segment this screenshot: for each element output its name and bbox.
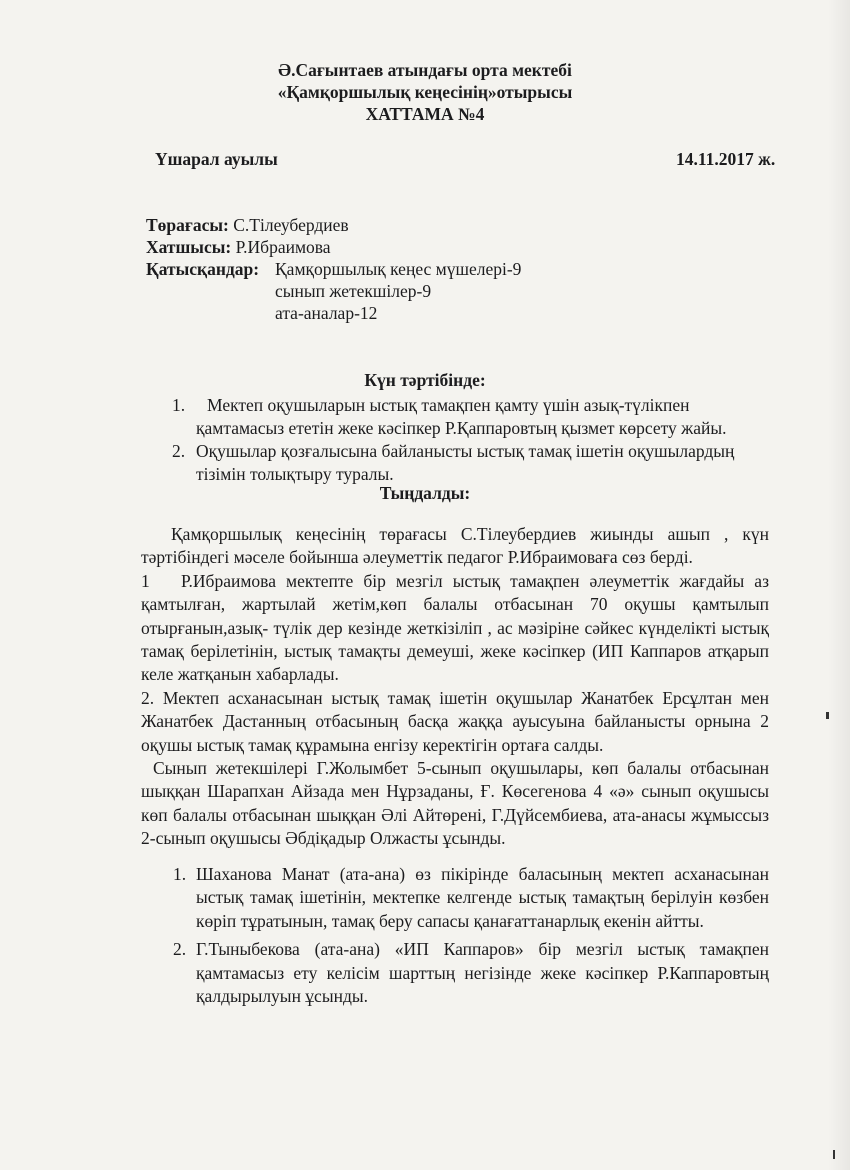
comment-item — [173, 938, 769, 1008]
agenda-title: Күн тәртібінде: — [364, 370, 486, 390]
agenda-item-text: тізімін толықтыру туралы. — [196, 464, 394, 484]
scan-mark — [826, 712, 829, 719]
comment-text: Шаханова Манат (ата-ана) өз пікірінде баласының мектеп асханасынан ыстық тамақ ішетінін, мектепке келгенде ыстық тамақтың берілуін көзбен көріп тұратынын, тамақ беру сапасы қанағаттанарлық екенін айтты. — [196, 864, 769, 931]
comment-text: Г.Тыныбекова (ата-ана) «ИП Каппаров» бір мезгіл ыстық тамақпен қамтамасыз ету келісім шарттың негізінде жеке кәсіпкер Р.Каппаровтың қалдырылуын ұсынды. — [196, 939, 769, 1007]
agenda-item-text: Мектеп оқушыларын ыстық тамақпен қамту үшін азық-түлікпен — [207, 395, 690, 415]
participant-item: Қамқоршылық кеңес мүшелері-9 — [275, 259, 522, 279]
intro-paragraph: Қамқоршылық кеңесінің төрағасы С.Тілеубердиев жиынды ашып , күн тәртібіндегі мәселе бойынша әлеуметтік педагог Р.Ибраимоваға сөз берді. — [141, 524, 769, 568]
school-name: Ә.Сағынтаев атындағы орта мектебі — [278, 60, 572, 80]
agenda-item-text: Оқушылар қозғалысына байланысты ыстық тамақ ішетін оқушылардың — [196, 441, 735, 461]
chair-label: Төрағасы: — [146, 215, 229, 235]
council-name: «Қамқоршылық кеңесінің»отырысы — [277, 82, 573, 102]
heard-title: Тыңдалды: — [379, 483, 471, 503]
secretary-label: Хатшысы: — [146, 237, 232, 257]
transfer-paragraph: 2. Мектеп асханасынан ыстық тамақ ішетін оқушылар Жанатбек Ерсұлтан мен Жанатбек Дастанның отбасының басқа жаққа ауысуына байланысты орнына 2 оқушы ыстық тамақ құрамына енгізу керектігін ортаға салды. — [141, 687, 769, 755]
report-text: Р.Ибраимова мектепте бір мезгіл ыстық тамақпен әлеуметтік жағдайы аз қамтылған, жартылай жетім,көп балалы отбасынан 70 оқушы қамтылып отырғанын,азық- түлік дер кезінде жеткізіліп , ас мәзіріне сәйкес күнделікті ыстық тамақ берілетінін, ыстық тамақты демеуші, жеке кәсіпкер (ИП Каппаров атқарып келе жатқанын хабарлады. — [141, 570, 769, 685]
page-edge-shadow — [828, 0, 850, 1170]
comment-number: 1. — [173, 864, 187, 884]
chair-line — [146, 215, 349, 236]
comment-list — [173, 863, 769, 1008]
chair-value: С.Тілеубердиев — [233, 215, 349, 235]
teachers-paragraph: Сынып жетекшілері Г.Жолымбет 5-сынып оқушылары, көп балалы отбасынан шыққан Шарапхан Айзада мен Нұрзаданы, Ғ. Көсегенова 4 «ә» сынып оқушысы көп балалы отбасынан шыққан Әлі Айтөрені, Г.Дүйсембиева, ата-анасы жұмыссыз 2-сынып оқушысы Әбдіқадыр Олжасты ұсынды. — [141, 758, 769, 849]
participants-label: Қатысқандар: — [146, 259, 260, 279]
minutes-body — [141, 523, 769, 851]
scan-mark — [833, 1150, 835, 1159]
participant-item: сынып жетекшілер-9 — [275, 281, 432, 301]
comment-item — [173, 863, 769, 933]
participant-item: ата-аналар-12 — [275, 303, 378, 323]
agenda-item-text: қамтамасыз ететін жеке кәсіпкер Р.Қаппаровтың қызмет көрсету жайы. — [196, 418, 727, 438]
report-paragraph — [141, 570, 769, 687]
protocol-title: ХАТТАМА №4 — [365, 104, 485, 124]
place: Үшарал ауылы — [155, 149, 278, 169]
comment-number: 2. — [173, 939, 187, 960]
date: 14.11.2017 ж. — [676, 149, 776, 169]
secretary-value: Р.Ибраимова — [235, 237, 331, 257]
report-number: 1 — [141, 570, 150, 591]
agenda-item-num: 2. — [172, 441, 186, 461]
agenda-item-num: 1. — [172, 395, 186, 415]
secretary-line — [146, 237, 331, 258]
